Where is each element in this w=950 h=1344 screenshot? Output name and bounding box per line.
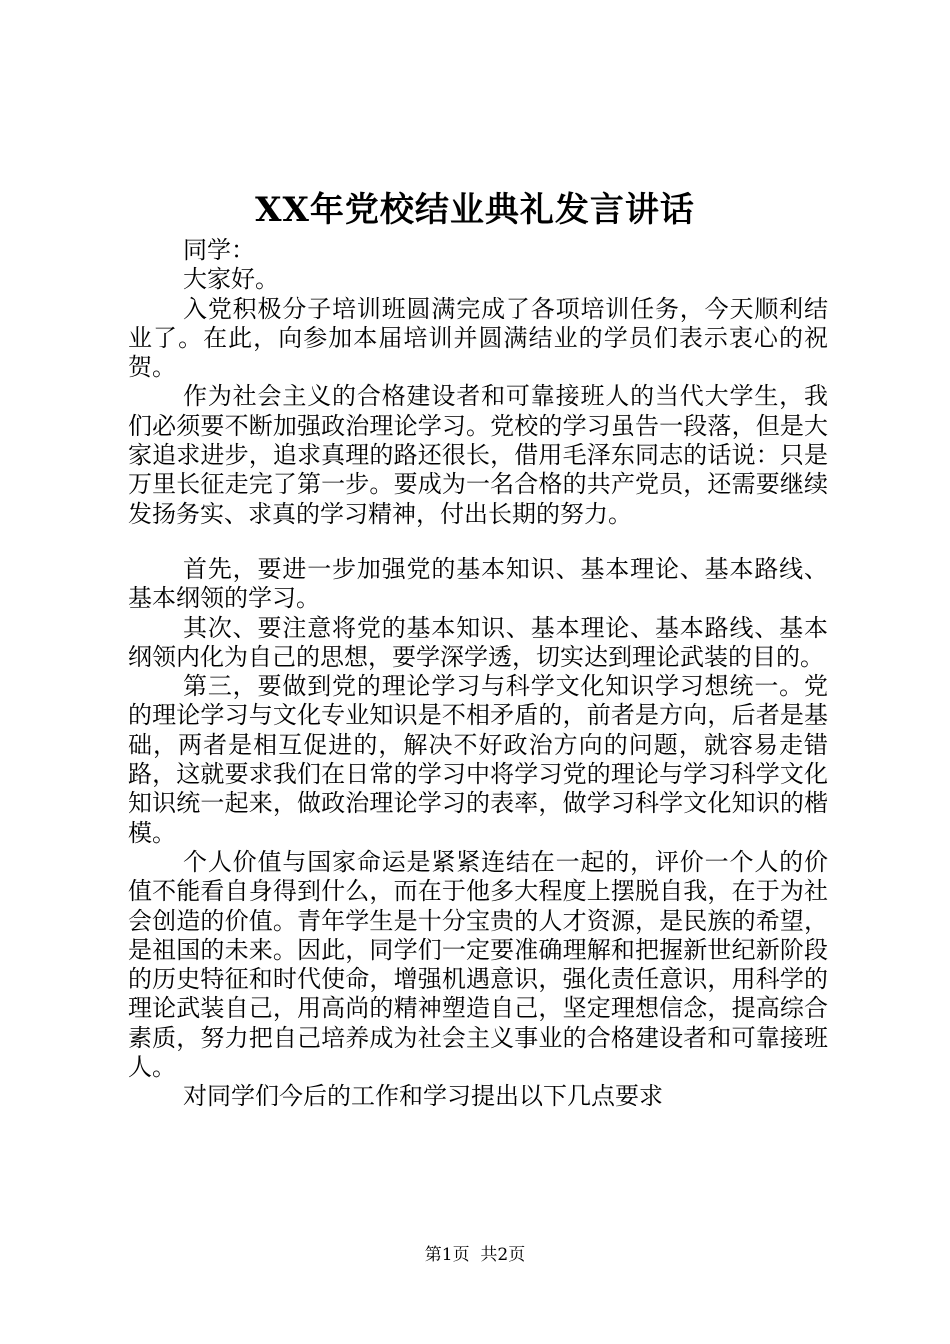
document-body <box>128 236 828 1112</box>
paragraph: 个人价值与国家命运是紧紧连结在一起的，评价一个人的价值不能看自身得到什么，而在于他多大程度上摆脱自我，在于为社会创造的价值。青年学生是十分宝贵的人才资源，是民族的希望，是祖国的未来。因此，同学们一定要准确理解和把握新世纪新阶段的历史特征和时代使命，增强机遇意识，强化责任意识，用科学的理论武装自己，用高尚的精神塑造自己，坚定理想信念，提高综合素质，努力把自己培养成为社会主义事业的合格建设者和可靠接班人。 <box>128 847 828 1082</box>
paragraph-salutation: 同学： <box>183 236 255 264</box>
paragraph: 入党积极分子培训班圆满完成了各项培训任务，今天顺利结业了。在此，向参加本届培训并圆满结业的学员们表示衷心的祝贺。 <box>128 294 828 382</box>
paragraph: 第三，要做到党的理论学习与科学文化知识学习想统一。党的理论学习与文化专业知识是不相矛盾的，前者是方向，后者是基础，两者是相互促进的，解决不好政治方向的问题，就容易走错路，这就要求我们在日常的学习中将学习党的理论与学习科学文化知识统一起来，做政治理论学习的表率，做学习科学文化知识的楷模。 <box>128 672 828 847</box>
paragraph: 作为社会主义的合格建设者和可靠接班人的当代大学生，我们必须要不断加强政治理论学习。党校的学习虽告一段落，但是大家追求进步，追求真理的路还很长，借用毛泽东同志的话说：只是万里长征走完了第一步。要成为一名合格的共产党员，还需要继续发扬务实、求真的学习精神，付出长期的努力。 <box>128 382 828 528</box>
paragraph: 对同学们今后的工作和学习提出以下几点要求 <box>183 1082 663 1111</box>
paragraph: 其次、要注意将党的基本知识、基本理论、基本路线、基本纲领内化为自己的思想，要学深学透，切实达到理论武装的目的。 <box>128 613 828 671</box>
document-title: XX年党校结业典礼发言讲话 <box>255 190 695 230</box>
page-number-current: 第1页 <box>424 1245 470 1265</box>
page-footer <box>0 1243 950 1267</box>
paragraph-greeting: 大家好。 <box>183 265 279 294</box>
page-number-total: 共2页 <box>480 1245 526 1265</box>
paragraph: 首先，要进一步加强党的基本知识、基本理论、基本路线、基本纲领的学习。 <box>128 554 828 613</box>
